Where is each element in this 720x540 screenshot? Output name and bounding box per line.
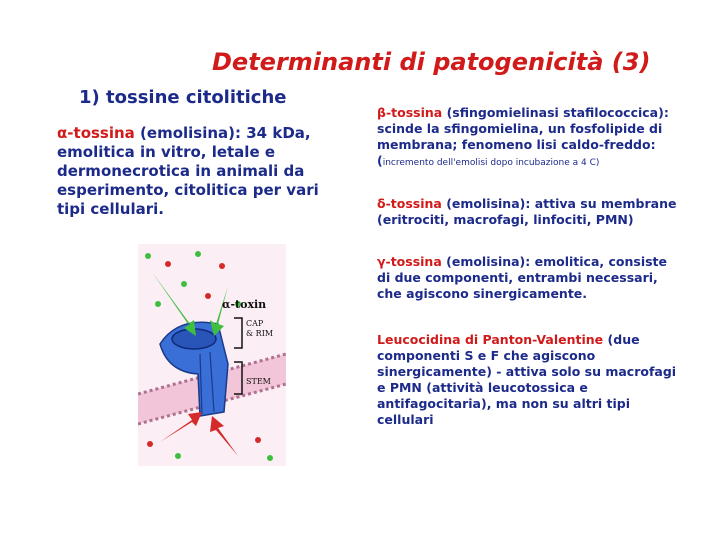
leucocidin-paragraph — [377, 332, 677, 428]
alpha-toxin-pore-illustration — [138, 244, 286, 466]
gamma-toxin-paragraph — [377, 254, 677, 302]
beta-toxin-paragraph — [377, 105, 677, 171]
alpha-toxin-name: α-tossina — [57, 124, 135, 142]
slide-title: Determinanti di patogenicità (3) — [212, 48, 651, 76]
gamma-toxin-text: (emolisina): emolitica, consiste di due componenti, entrambi necessari, che agiscono sinergicamente. — [377, 254, 667, 301]
beta-toxin-note: incremento dell'emolisi dopo incubazione a 4 C) — [382, 158, 600, 168]
delta-toxin-paragraph — [377, 196, 677, 228]
leucocidin-name: Leucocidina di Panton-Valentine — [377, 332, 604, 347]
beta-toxin-text: (sfingomielinasi stafilococcica): scinde la sfingomielina, un fosfolipide di membrana; fenomeno lisi caldo-freddo: ( — [377, 105, 669, 168]
delta-toxin-name: δ-tossina — [377, 196, 442, 211]
figure-label-rim: & RIM — [246, 329, 274, 338]
delta-toxin-text: (emolisina): attiva su membrane (eritrociti, macrofagi, linfociti, PMN) — [377, 196, 677, 227]
leucocidin-text: (due componenti S e F che agiscono sinergicamente) - attiva solo su macrofagi e PMN (attività leucotossica e antifagocitaria), ma non su altri tipi cellulari — [377, 332, 677, 427]
slide-subtitle: 1) tossine citolitiche — [79, 87, 287, 108]
alpha-toxin-text: (emolisina): 34 kDa, emolitica in vitro, letale e dermonecrotica in animali da esperimento, citolitica per vari tipi cellulari. — [57, 124, 319, 218]
gamma-toxin-name: γ-tossina — [377, 254, 442, 269]
figure-label-cap: CAP — [246, 319, 264, 328]
figure-label-toxin: α-toxin — [222, 298, 267, 311]
alpha-toxin-paragraph — [57, 124, 337, 219]
beta-toxin-name: β-tossina — [377, 105, 443, 120]
figure-label-stem: STEM — [246, 377, 271, 386]
